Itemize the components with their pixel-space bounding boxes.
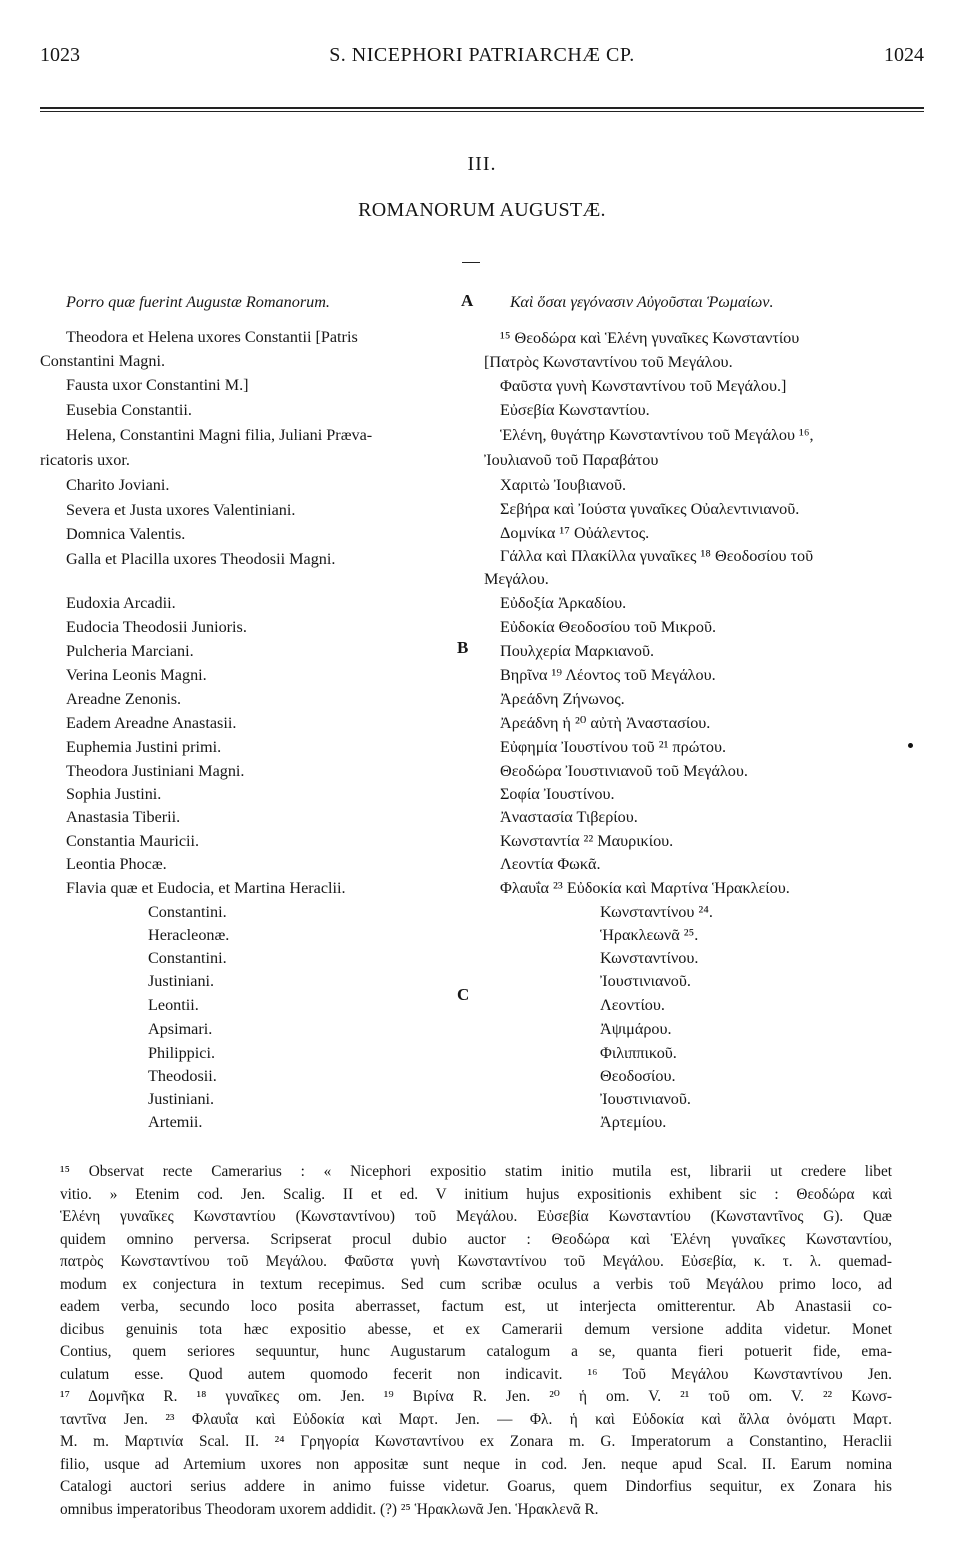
latin-line: Pulcheria Marciani.: [66, 642, 194, 660]
section-number: III.: [467, 153, 497, 175]
greek-line: Εὐδοξία Ἀρκαδίου.: [500, 594, 627, 612]
footnotes: [60, 1161, 892, 1521]
footnote-line: Ἑλένη γυναῖκες Κωνσταντίου (Κωνσταντίνου) τοῦ Μεγάλου. Εὐσεβία Κωνσταντίου (Κωνσταντῖνος G). Quæ: [60, 1208, 892, 1225]
greek-line: Ἡρακλεωνᾶ ²⁵.: [600, 926, 699, 944]
latin-line: Constantini Magni.: [40, 352, 166, 370]
greek-line: Χαριτὼ Ἰουβιανοῦ.: [500, 476, 627, 494]
latin-line: Domnica Valentis.: [66, 525, 186, 543]
greek-line: Κωνσταντίνου.: [600, 949, 699, 967]
greek-line: Σοφία Ἰουστίνου.: [500, 785, 615, 803]
latin-line: Helena, Constantini Magni filia, Juliani Præva-: [66, 426, 373, 444]
greek-line: Φλαυΐα ²³ Εὐδοκία καὶ Μαρτίνα Ἡρακλείου.: [500, 879, 790, 897]
greek-line: Κωνσταντίνου ²⁴.: [600, 903, 713, 921]
latin-line: Constantini.: [148, 903, 227, 921]
latin-line: Theodosii.: [148, 1067, 217, 1085]
greek-line: Ἑλένη, θυγάτηρ Κωνσταντίνου τοῦ Μεγάλου ¹⁶,: [500, 426, 814, 444]
footnote-line: modum ex conjectura in textum recepimus. Sed cum scribæ oculus a verbis τοῦ Μεγάλου primo loco, ad: [60, 1275, 892, 1293]
latin-line: Euphemia Justini primi.: [66, 738, 222, 756]
latin-line: Verina Leonis Magni.: [66, 666, 207, 684]
greek-line: Ἀρεάδνη ἡ ²⁰ αὐτὴ Ἀναστασίου.: [500, 714, 711, 732]
greek-line: Λεοντία Φωκᾶ.: [500, 855, 601, 873]
greek-line: Ἀρτεμίου.: [600, 1113, 667, 1131]
footnote-line: filio, usque ad Artemium uxores non appositæ sunt neque in cod. Jen. neque apud Scal. II. Earum nomina: [60, 1455, 892, 1473]
greek-heading: Καὶ ὅσαι γεγόνασιν Αὐγοῦσται Ῥωμαίων.: [510, 293, 774, 311]
footnote-line: ταντῖνα Jen. ²³ Φλαυΐα καὶ Εὐδοκία καὶ Μαρτ. Jen. — Φλ. ἡ καὶ Εὐδοκία καὶ ἄλλα ὀνόματι Μαρτ.: [60, 1410, 892, 1428]
footnote-line: vitio. » Etenim cod. Jen. Scalig. II et ed. V initium hujus expositionis exhibent sic : Θεοδώρα καὶ: [60, 1185, 892, 1203]
latin-line: Eudoxia Arcadii.: [66, 594, 176, 612]
greek-line: Ἀρεάδνη Ζήνωνος.: [500, 690, 625, 708]
latin-line: Anastasia Tiberii.: [66, 808, 181, 826]
latin-line: Sophia Justini.: [66, 785, 162, 803]
footnote-line: ¹⁵ Observat recte Camerarius : « Nicephori expositio statim initio mutila est, librarii ut credere libet: [60, 1163, 892, 1180]
greek-line: Εὐδοκία Θεοδοσίου τοῦ Μικροῦ.: [500, 618, 717, 636]
latin-line: Galla et Placilla uxores Theodosii Magni.: [66, 550, 336, 568]
footnote-line: dicibus genuinis tota hæc expositio abesse, et ex Camerarii demum versione addita videtur. Monet: [60, 1320, 892, 1338]
latin-line: Eudocia Theodosii Junioris.: [66, 618, 247, 636]
latin-line: Severa et Justa uxores Valentiniani.: [66, 501, 296, 519]
margin-marker-a: A: [461, 291, 474, 310]
footnote-line: Contius, quem seriores sequuntur, hunc Augustarum catalogum a se, quanta fieri potuerit fide, ema-: [60, 1343, 892, 1360]
greek-line: Βηρῖνα ¹⁹ Λέοντος τοῦ Μεγάλου.: [500, 666, 716, 684]
greek-line: Δομνίκα ¹⁷ Οὐάλεντος.: [500, 524, 650, 542]
greek-line: Εὐφημία Ἰουστίνου τοῦ ²¹ πρώτου.: [500, 738, 727, 756]
footnote-line: culatum esse. Quod autem quomodo fecerit non indicavit. ¹⁶ Τοῦ Μεγάλου Κωνσταντίνου Jen.: [60, 1365, 892, 1383]
footnote-line: omnibus imperatoribus Theodoram uxorem addidit. (?) ²⁵ Ἡρακλωνᾶ Jen. Ἡρακλενᾶ R.: [60, 1500, 599, 1518]
greek-line: Ἀψιμάρου.: [600, 1020, 672, 1038]
latin-line: Eusebia Constantii.: [66, 401, 192, 419]
latin-line: Philippici.: [148, 1044, 216, 1062]
latin-line: Theodora et Helena uxores Constantii [Patris: [66, 328, 358, 346]
greek-line: ¹⁵ Θεοδώρα καὶ Ἑλένη γυναῖκες Κωνσταντίου: [500, 329, 800, 347]
greek-line: Ἰουλιανοῦ τοῦ Παραβάτου: [484, 451, 659, 469]
greek-line: Φαῦστα γυνὴ Κωνσταντίνου τοῦ Μεγάλου.]: [500, 377, 787, 395]
latin-line: Constantia Mauricii.: [66, 832, 200, 850]
latin-line: Areadne Zenonis.: [66, 690, 182, 708]
latin-line: Theodora Justiniani Magni.: [66, 762, 245, 780]
greek-line: Ἀναστασία Τιβερίου.: [500, 808, 638, 826]
footnote-line: M. m. Μαρτινία Scal. II. ²⁴ Γρηγορία Κωνσταντίνου ex Zonara m. G. Imperatorum a Constantino, Heraclii: [60, 1433, 892, 1450]
greek-line: Ἰουστινιανοῦ.: [600, 1090, 691, 1108]
latin-line: Eadem Areadne Anastasii.: [66, 714, 237, 732]
greek-line: Κωνσταντία ²² Μαυρικίου.: [500, 832, 674, 850]
page-number-right: 1024: [884, 44, 924, 66]
greek-line: Ἰουστινιανοῦ.: [600, 972, 691, 990]
greek-line: Μεγάλου.: [484, 570, 549, 588]
latin-line: ricatoris uxor.: [40, 451, 130, 469]
stray-dot: [908, 743, 913, 748]
footnote-line: πατρὸς Κωνσταντίνου τοῦ Μεγάλου. Φαῦστα γυνὴ Κωνσταντίνου τοῦ Μεγάλου. Εὐσεβία, κ. τ. λ. quemad-: [60, 1253, 892, 1270]
greek-line: Εὐσεβία Κωνσταντίου.: [500, 401, 650, 419]
greek-line: Φιλιππικοῦ.: [600, 1044, 677, 1062]
latin-line: Flavia quæ et Eudocia, et Martina Heraclii.: [66, 879, 346, 897]
greek-line: Λεοντίου.: [600, 996, 665, 1014]
latin-line: Constantini.: [148, 949, 227, 967]
greek-line: Γάλλα καὶ Πλακίλλα γυναῖκες ¹⁸ Θεοδοσίου τοῦ: [500, 547, 814, 565]
greek-line: Θεοδώρα Ἰουστινιανοῦ τοῦ Μεγάλου.: [500, 762, 748, 780]
footnote-line: ¹⁷ Δομνῆκα R. ¹⁸ γυναῖκες om. Jen. ¹⁹ Βιρίνα R. Jen. ²⁰ ἡ om. V. ²¹ τοῦ om. V. ²² Κωνσ-: [60, 1388, 892, 1405]
latin-line: Heracleonæ.: [148, 926, 230, 944]
greek-line: Θεοδοσίου.: [600, 1067, 676, 1085]
margin-marker-c: C: [457, 985, 470, 1004]
latin-line: Leontia Phocæ.: [66, 855, 167, 873]
running-title: S. NICEPHORI PATRIARCHÆ CP.: [329, 44, 635, 66]
latin-line: Justiniani.: [148, 1090, 215, 1108]
latin-line: Charito Joviani.: [66, 476, 170, 494]
latin-line: Apsimari.: [148, 1020, 213, 1038]
greek-line: Σεβήρα καὶ Ἰούστα γυναῖκες Οὐαλεντινιανοῦ.: [500, 500, 800, 518]
latin-line: Justiniani.: [148, 972, 215, 990]
margin-marker-b: B: [457, 638, 469, 657]
page-number-left: 1023: [40, 44, 80, 66]
greek-line: [Πατρὸς Κωνσταντίνου τοῦ Μεγάλου.: [484, 353, 733, 371]
section-title: ROMANORUM AUGUSTÆ.: [358, 199, 606, 221]
footnote-line: eadem verba, secundo loco posita aberrasset, factum est, ut interjecta omitterentur. Ab Anastasii co-: [60, 1298, 892, 1315]
footnote-line: Catalogi auctori serius addere in animo fuisse videtur. Goarus, quem Dindorfius sequitur, ex Zonara his: [60, 1478, 892, 1495]
footnote-line: quidem omnino perversa. Scripserat procul dubio auctor : Θεοδώρα καὶ Ἑλένη γυναῖκες Κωνσταντίου,: [60, 1230, 892, 1248]
latin-heading: Porro quæ fuerint Augustæ Romanorum.: [66, 293, 330, 311]
latin-line: Leontii.: [148, 996, 199, 1014]
latin-line: Fausta uxor Constantini M.]: [66, 376, 249, 394]
greek-line: Πουλχερία Μαρκιανοῦ.: [500, 642, 655, 660]
latin-line: Artemii.: [148, 1113, 203, 1131]
